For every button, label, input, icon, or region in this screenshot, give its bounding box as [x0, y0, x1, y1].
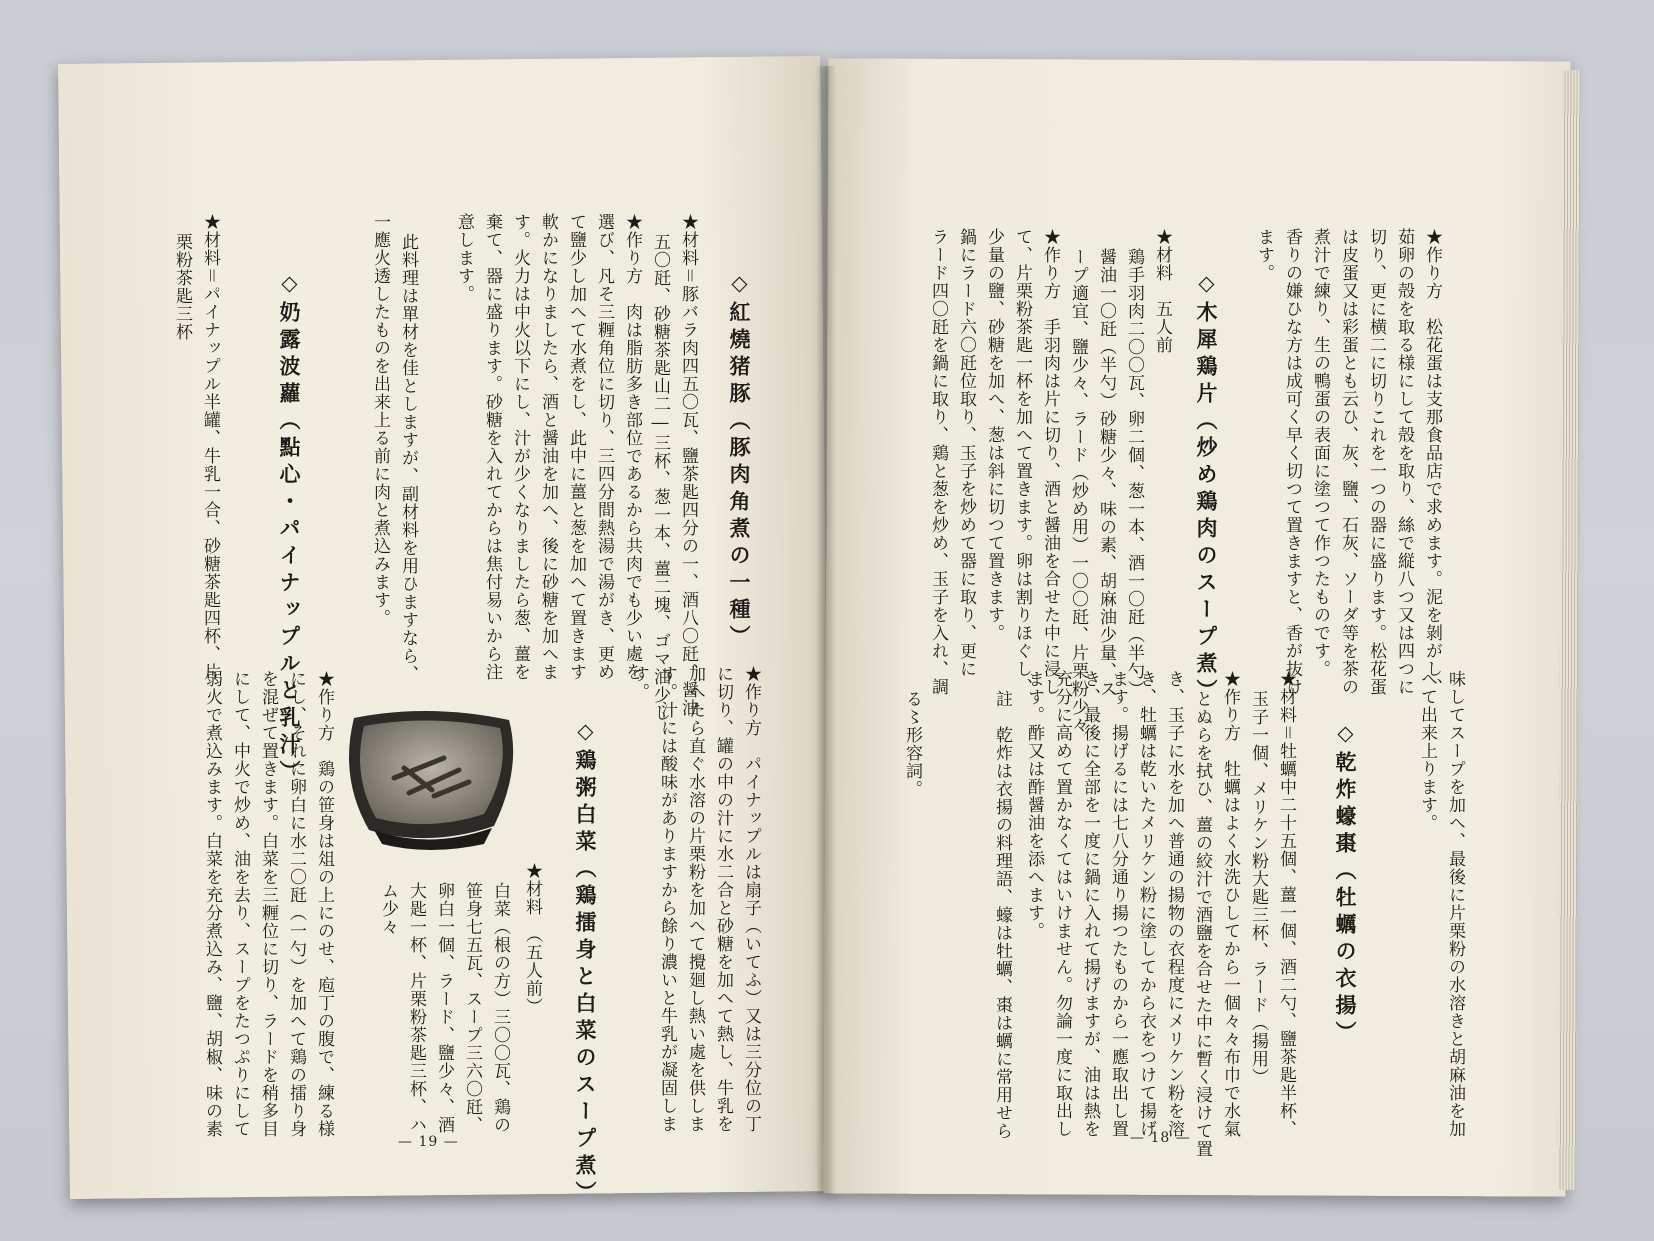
text-line: き、牡蠣は乾いたメリケン粉に塗してから衣をつけて揚げ [1136, 670, 1156, 1138]
text-line: 加へたら直ぐ水溶の片栗粉を加へて攪廻し熱い處を供しま [685, 665, 705, 1133]
text-line: 少量の鹽、砂糖を加へ、葱は斜に切つて置きます。 [984, 228, 1004, 642]
recipe-title-jizhou: ◇鶏粥白菜（鶏擂身と白菜のスープ煮） [573, 718, 598, 1208]
text-line: 充分に高めて置かなくてはいけません。勿論一度に取出し [1052, 670, 1072, 1138]
text-line: 選び、凡そ三糎角位に切り、三四分間熱湯で湯がき、更め [594, 213, 614, 681]
text-line: 軟かになりましたら、酒と醤油を加へ、後に砂糖を加へま [538, 213, 558, 681]
text-line: 棄て、器に盛ります。砂糖を入れてからは焦付易いから注 [482, 213, 502, 681]
text-line: ★作り方 松花蛋は支那食品店で求めます。泥を剝がし、 [1422, 228, 1442, 696]
text-line: 意します。 [454, 213, 474, 303]
text-line: ★材料＝牡蠣中二十五個、薑一個、酒二勺、鹽茶匙半杯、 [1276, 670, 1296, 1138]
text-line: ★作り方 牡蠣はよく水洗ひしてから一個々々布巾で水氣 [1220, 670, 1240, 1138]
text-line: 栗粉茶匙三杯 [172, 233, 192, 341]
note-line: る〻形容詞。 [902, 690, 922, 798]
text-line: 醤油一〇瓩（半勺）砂糖少々、味の素、胡麻油少量、ス [1096, 248, 1116, 698]
text-line: 切り、更に横二に切りこれを一つの器に盛ります。松花蛋 [1366, 228, 1386, 696]
page-edges [1558, 70, 1581, 1190]
text-line: す。 [629, 665, 649, 701]
bowl-photo [334, 698, 524, 853]
text-line: て鹽少し加へて水煮をし、此中に薑と葱を加へて置きます [566, 213, 586, 681]
recipe-title-nailu: ◇奶露波蘿（點心・パイナップルと乳汁） [277, 270, 302, 787]
text-line: に切り、罐の中の汁に水二合と砂糖を加へて熱し、牛乳を [713, 665, 733, 1133]
text-line: 五〇瓩、砂糖茶匙山二―三杯、葱一本、薑二塊、ゴマ油少し [650, 233, 670, 722]
text-line: 一應火透したものを出来上る前に肉と煮込みます。 [370, 213, 390, 627]
text-line: ★材料＝パイナップル半罐、牛乳一合、砂糖茶匙四杯、片 [200, 213, 220, 681]
text-line: 香りの嫌ひな方は成可く早く切つて置きますと、香が抜け [1282, 228, 1302, 696]
text-line: 味してスープを加へ、最後に片栗粉の水溶きと胡麻油を加 [1445, 670, 1465, 1138]
materials-label: ★材料 （五人前） [522, 862, 542, 1016]
text-line: す。汁には酸味がありますから餘り濃いと牛乳が凝固しま [657, 665, 677, 1133]
text-line: き、玉子に水を加へ普通の揚物の衣程度にメリケン粉を溶 [1164, 670, 1184, 1138]
text-line: す。火力は中火以下にし、汁が少くなりましたら葱、薑を [510, 213, 530, 681]
text-line: にし、それに卵白に水二〇瓩（一勺）を加へて鶏の擂り身 [286, 670, 306, 1138]
recipe-title-hongshao: ◇紅燒猪豚（豚肉角煮の一種） [727, 270, 752, 652]
text-line: を混ぜて置きます。白菜を三糎位に切り、ラードを稍多目 [258, 670, 278, 1138]
text-line: 玉子一個、メリケン粉大匙三杯、ラード（揚用） [1248, 690, 1268, 1086]
text-line: 鶏手羽肉二〇〇瓦、卵二個、葱一本、酒一〇瓩（半勺） [1124, 248, 1144, 698]
text-line: 弱火で煮込みます。白菜を充分煮込み、鹽、胡椒、味の素 [202, 670, 222, 1138]
text-line: ★材料＝豚バラ肉四五〇瓦、鹽茶匙四分の一、酒八〇瓩、醤油 [678, 213, 698, 717]
text-line: 煮汁で練り、生の鴨蛋の表面に塗つて作つたものです。 [1310, 228, 1330, 678]
text-line: ます。揚げるには七八分通り揚つたものから一應取出し置 [1108, 670, 1128, 1138]
text-line: 此料理は單材を佳としますが、副材料を用ひますなら、 [398, 233, 418, 683]
book-gutter [816, 66, 836, 1194]
text-line: 茹卵の殻を取る様にして殻を取り、絲で縦八つ又は四つに [1394, 228, 1414, 696]
text-line: にして、中火で炒め、油を去り、スープをたつぷりにして [230, 670, 250, 1138]
page-number-19: — 19 — [398, 1134, 459, 1150]
text-line: ★作り方 手羽肉は片に切り、酒と醤油を合せた中に浸し [1040, 228, 1060, 696]
materials-label: ★材料 五人前 [1152, 228, 1172, 354]
recipe-title-muxi: ◇木犀鶏片（炒め鶏肉のスープ煮） [1194, 270, 1219, 706]
text-line: ープ適宜、鹽少々、ラード（炒め用）一〇〇瓩、片栗粉少々 [1068, 248, 1088, 734]
text-line: て、片栗粉茶匙一杯を加へて置きます。卵は割りほぐし、 [1012, 228, 1032, 696]
text-line: は皮蛋又は彩蛋とも云ひ、灰、鹽、石灰、ソーダ等を茶の [1338, 228, 1358, 696]
text-line: ★作り方 鶏の笹身は俎の上にのせ、庖丁の腹で、練る様 [314, 670, 334, 1138]
recipe-title-ganzha: ◇乾炸蠔棗（牡蠣の衣揚） [1333, 720, 1358, 1048]
text-line: き、最後に全部を一度に鍋に入れて揚げますが、油は熱を [1080, 670, 1100, 1138]
text-line: ラード四〇瓩を鍋に取り、鶏と葱を炒め、玉子を入れ、調 [928, 228, 948, 696]
text-line: 白菜（根の方）三〇〇瓦、鶏の [490, 882, 510, 1134]
page-number-18: — 18 — [1130, 1130, 1191, 1146]
text-line: へて出来上ります。 [1417, 670, 1437, 832]
text-line: ★作り方 パイナップルは扇子（いてふ）又は三分位の丁 [741, 665, 761, 1133]
text-line: 卵白一個、ラード、鹽少々、酒 [434, 882, 454, 1134]
text-line: ます。 [1254, 228, 1274, 282]
text-line: とぬらを拭ひ、薑の絞汁で酒鹽を合せた中に暫く浸けて置 [1192, 690, 1212, 1158]
text-line: 笹身七五瓦、スープ三六〇瓩、 [462, 882, 482, 1134]
text-line: ム少々 [378, 882, 398, 936]
text-line: 大匙一杯、片栗粉茶匙三杯、ハ [406, 882, 426, 1134]
note-line: 註 乾炸は衣揚の料理語、蠔は牡蠣、棗は蠣に常用せら [992, 690, 1012, 1140]
text-line: ★作り方 肉は脂肪多き部位であるから共肉でも少い處を [622, 213, 642, 681]
text-line: 鍋にラード六〇瓩位取り、玉子を炒めて器に取り、更に [956, 228, 976, 678]
text-line: ます。酢又は酢醤油を添へます。 [1024, 670, 1044, 940]
